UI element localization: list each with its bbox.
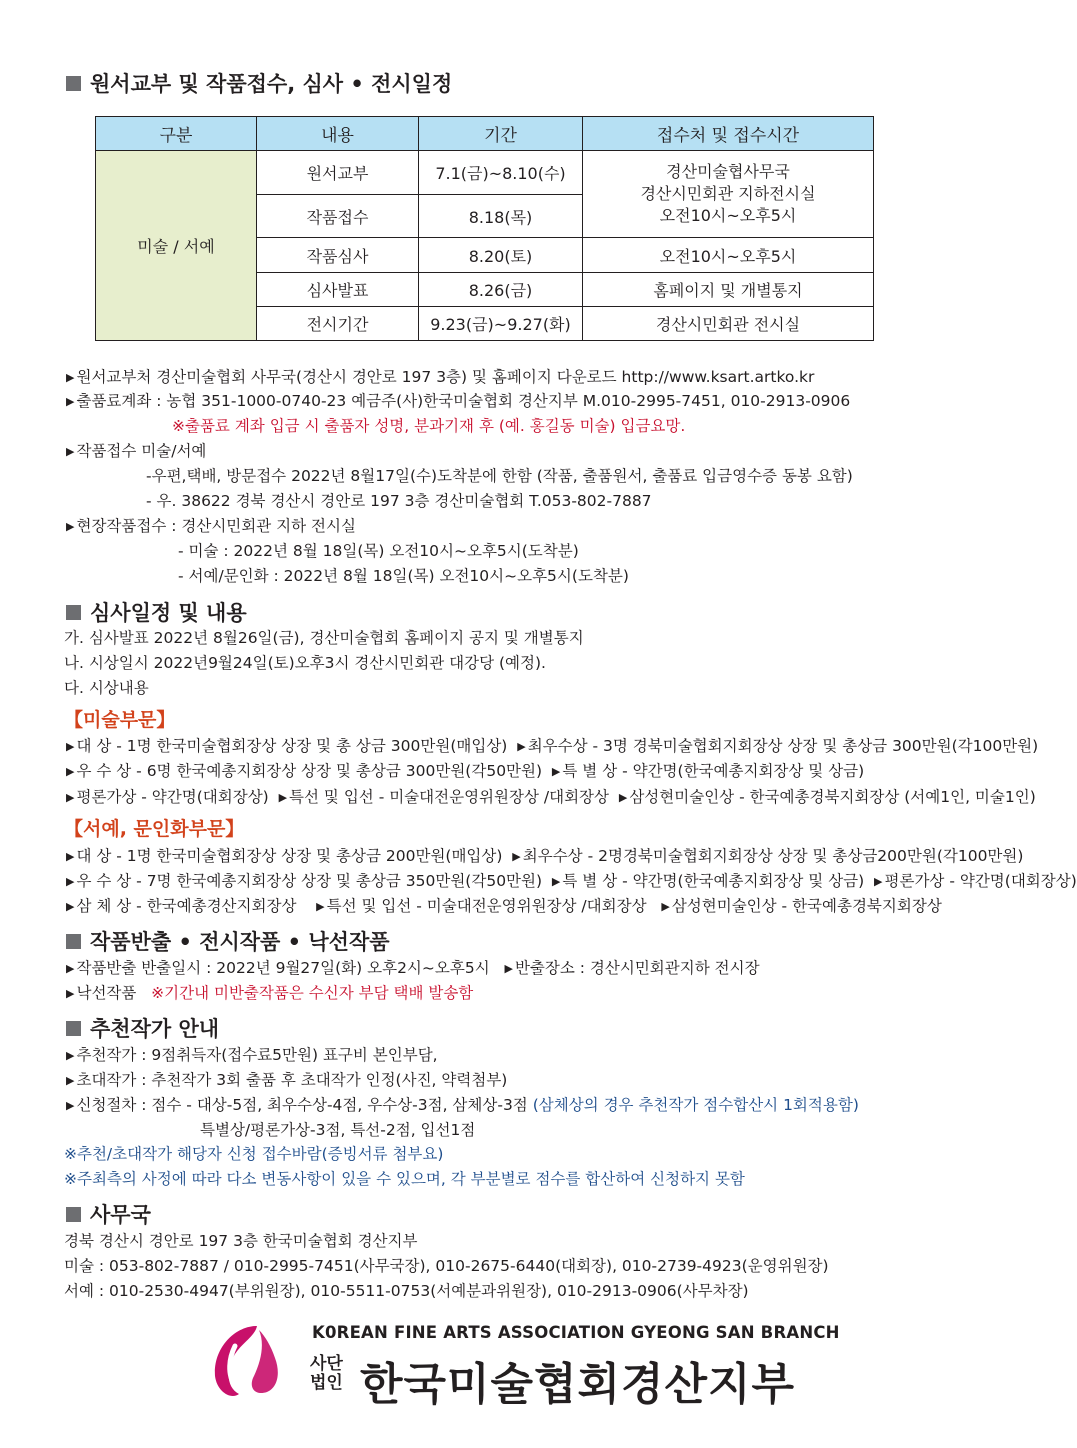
recommend-line: ▶ 추천작가 : 9점취득자(접수료5만원) 표구비 본인부담,	[66, 1044, 438, 1068]
content-cell: 심사발표	[257, 273, 419, 307]
logo-english-name: K0REAN FINE ARTS ASSOCIATION GYEONG SAN BRANCH	[312, 1323, 840, 1342]
triangle-bullet-icon: ▶	[551, 875, 561, 888]
triangle-bullet-icon: ▶	[278, 791, 288, 804]
triangle-bullet-icon: ▶	[874, 875, 883, 888]
triangle-bullet-icon: ▶	[66, 371, 75, 384]
square-bullet-icon	[66, 934, 81, 949]
return-line: ▶ 작품반출 반출일시 : 2022년 9월27일(화) 오후2시~오후5시 ▶ 반출장소 : 경산시민회관지하 전시장	[66, 957, 760, 981]
square-bullet-icon	[66, 1207, 81, 1222]
period-cell: 8.26(금)	[419, 273, 583, 307]
section-title-schedule: 원서교부 및 작품접수, 심사 • 전시일정	[66, 68, 452, 98]
period-cell: 8.20(토)	[419, 238, 583, 273]
place-cell-merged	[583, 151, 874, 238]
triangle-bullet-icon: ▶	[66, 875, 75, 888]
triangle-bullet-icon: ▶	[66, 1049, 75, 1062]
square-bullet-icon	[66, 605, 81, 620]
judging-line: 가. 심사발표 2022년 8월26일(금), 경산미술협회 홈페이지 공지 및 개별통지	[64, 629, 584, 647]
triangle-bullet-icon: ▶	[66, 850, 75, 863]
square-bullet-icon	[66, 1021, 81, 1036]
award-line: ▶ 대 상 - 1명 한국미술협회장상 상장 및 총 상금 300만원(매입상) ▶ 최우수상 - 3명 경북미술협회지회장상 상장 및 총상금 300만원(각100만원)	[66, 735, 1038, 759]
triangle-bullet-icon: ▶	[66, 395, 75, 408]
triangle-bullet-icon: ▶	[618, 791, 628, 804]
award-line: ▶ 평론가상 - 약간명(대회장상) ▶ 특선 및 입선 - 미술대전운영위원장상 /대회장상 ▶ 삼성현미술인상 - 한국예총경북지회장상 (서예1인, 미술1인)	[66, 786, 1036, 810]
office-line: 미술 : 053-802-7887 / 010-2995-7451(사무국장), 010-2675-6440(대회장), 010-2739-4923(운영위원장)	[64, 1257, 829, 1275]
info-line: ▶ 현장작품접수 : 경산시민회관 지하 전시실	[66, 515, 356, 539]
triangle-bullet-icon: ▶	[66, 900, 75, 913]
info-line: - 서예/문인화 : 2022년 8월 18일(목) 오전10시~오후5시(도착분)	[178, 567, 629, 585]
judging-line: 나. 시상일시 2022년9월24일(토)오후3시 경산시민회관 대강당 (예정).	[64, 654, 546, 672]
place-cell: 경산시민회관 전시실	[583, 307, 874, 341]
triangle-bullet-icon: ▶	[316, 900, 325, 913]
content-cell: 작품접수	[257, 195, 419, 238]
info-line: ▶ 작품접수 미술/서예	[66, 440, 206, 464]
table-header: 내용	[257, 117, 419, 151]
table-header: 구분	[96, 117, 257, 151]
logo-corporate-label: 사단 법인	[310, 1354, 343, 1393]
office-line: 경북 경산시 경안로 197 3층 한국미술협회 경산지부	[64, 1232, 418, 1250]
section-title-office: 사무국	[66, 1199, 151, 1229]
table-row	[96, 151, 874, 195]
art-category-title: 【미술부문】	[64, 709, 176, 731]
award-line: ▶ 삼 체 상 - 한국예총경산지회장상 ▶ 특선 및 입선 - 미술대전운영위원장상 /대회장상 ▶ 삼성현미술인상 - 한국예총경북지회장상	[66, 895, 942, 919]
section-title-recommend: 추천작가 안내	[66, 1013, 219, 1043]
triangle-bullet-icon: ▶	[66, 520, 75, 533]
content-cell: 전시기간	[257, 307, 419, 341]
recommend-line: ▶ 초대작가 : 추천작가 3회 출품 후 초대작가 인정(사진, 약력첨부)	[66, 1069, 507, 1093]
period-cell: 7.1(금)~8.10(수)	[419, 151, 583, 195]
info-line: ▶ 원서교부처 경산미술협회 사무국(경산시 경안로 197 3층) 및 홈페이지 다운로드 http://www.ksart.artko.kr	[66, 366, 814, 390]
section-title-judging: 심사일정 및 내용	[66, 597, 247, 627]
info-line: - 미술 : 2022년 8월 18일(목) 오전10시~오후5시(도착분)	[178, 542, 579, 560]
logo-korean-name: 한국미술협회경산지부	[360, 1359, 796, 1410]
info-line: ▶ 출품료계좌 : 농협 351-1000-0740-23 예금주(사)한국미술협회 경산지부 M.010-2995-7451, 010-2913-0906	[66, 390, 850, 414]
info-note: ※출품료 계좌 입금 시 출품자 성명, 분과기재 후 (예. 홍길동 미술) 입금요망.	[172, 417, 686, 435]
triangle-bullet-icon: ▶	[66, 445, 75, 458]
triangle-bullet-icon: ▶	[512, 850, 521, 863]
place-cell: 홈페이지 및 개별통지	[583, 273, 874, 307]
triangle-bullet-icon: ▶	[551, 765, 561, 778]
recommend-line: 특별상/평론가상-3점, 특선-2점, 입선1점	[200, 1121, 476, 1139]
period-cell: 8.18(목)	[419, 195, 583, 238]
return-line: ▶ 낙선작품 ※기간내 미반출작품은 수신자 부담 택배 발송함	[66, 982, 473, 1006]
triangle-bullet-icon: ▶	[66, 740, 75, 753]
triangle-bullet-icon: ▶	[66, 765, 75, 778]
schedule-table	[95, 116, 874, 341]
triangle-bullet-icon: ▶	[66, 1099, 75, 1112]
judging-line: 다. 시상내용	[64, 679, 149, 697]
period-cell: 9.23(금)~9.27(화)	[419, 307, 583, 341]
recommend-note: ※추천/초대작가 해당자 신청 접수바람(증빙서류 첨부요)	[64, 1145, 444, 1163]
office-line: 서예 : 010-2530-4947(부위원장), 010-5511-0753(서예분과위원장), 010-2913-0906(사무차장)	[64, 1282, 749, 1300]
triangle-bullet-icon: ▶	[66, 791, 75, 804]
award-line: ▶ 대 상 - 1명 한국미술협회장상 상장 및 총상금 200만원(매입상) ▶ 최우수상 - 2명경북미술협회지회장상 상장 및 총상금200만원(각100만원)	[66, 845, 1023, 869]
table-header: 접수처 및 접수시간	[583, 117, 874, 151]
recommend-note: ※주최측의 사정에 따라 다소 변동사항이 있을 수 있으며, 각 부분별로 점수를 합산하여 신청하지 못함	[64, 1170, 745, 1188]
info-line: - 우. 38622 경북 경산시 경안로 197 3층 경산미술협회 T.053-802-7887	[146, 492, 652, 510]
place-line: 경산미술협사무국	[666, 162, 790, 181]
award-line: ▶ 우 수 상 - 6명 한국예총지회장상 상장 및 총상금 300만원(각50만원) ▶ 특 별 상 - 약간명(한국예총지회장상 및 상금)	[66, 760, 864, 784]
table-header-row	[96, 117, 874, 151]
triangle-bullet-icon: ▶	[66, 987, 75, 1000]
category-cell: 미술 / 서예	[96, 151, 257, 341]
calligraphy-category-title: 【서예, 문인화부문】	[64, 818, 245, 840]
content-cell: 원서교부	[257, 151, 419, 195]
association-logo-icon	[205, 1318, 285, 1403]
table-header: 기간	[419, 117, 583, 151]
triangle-bullet-icon: ▶	[517, 740, 526, 753]
square-bullet-icon	[66, 76, 81, 91]
triangle-bullet-icon: ▶	[66, 962, 75, 975]
triangle-bullet-icon: ▶	[504, 962, 513, 975]
award-line: ▶ 우 수 상 - 7명 한국예총지회장상 상장 및 총상금 350만원(각50만원) ▶ 특 별 상 - 약간명(한국예총지회장상 및 상금) ▶ 평론가상 - 약간명(대회장상)	[66, 870, 1077, 894]
section-title-return: 작품반출 • 전시작품 • 낙선작품	[66, 926, 390, 956]
content-cell: 작품심사	[257, 238, 419, 273]
place-cell: 오전10시~오후5시	[583, 238, 874, 273]
info-line: -우편,택배, 방문접수 2022년 8월17일(수)도착분에 한함 (작품, 출품원서, 출품료 입금영수증 동봉 요함)	[146, 467, 853, 485]
place-line: 경산시민회관 지하전시실	[640, 184, 816, 203]
triangle-bullet-icon: ▶	[66, 1074, 75, 1087]
recommend-line: ▶ 신청절차 : 점수 - 대상-5점, 최우수상-4점, 우수상-3점, 삼체상-3점 (삼체상의 경우 추천작가 점수합산시 1회적용함)	[66, 1094, 859, 1118]
place-line: 오전10시~오후5시	[659, 206, 797, 225]
triangle-bullet-icon: ▶	[661, 900, 670, 913]
